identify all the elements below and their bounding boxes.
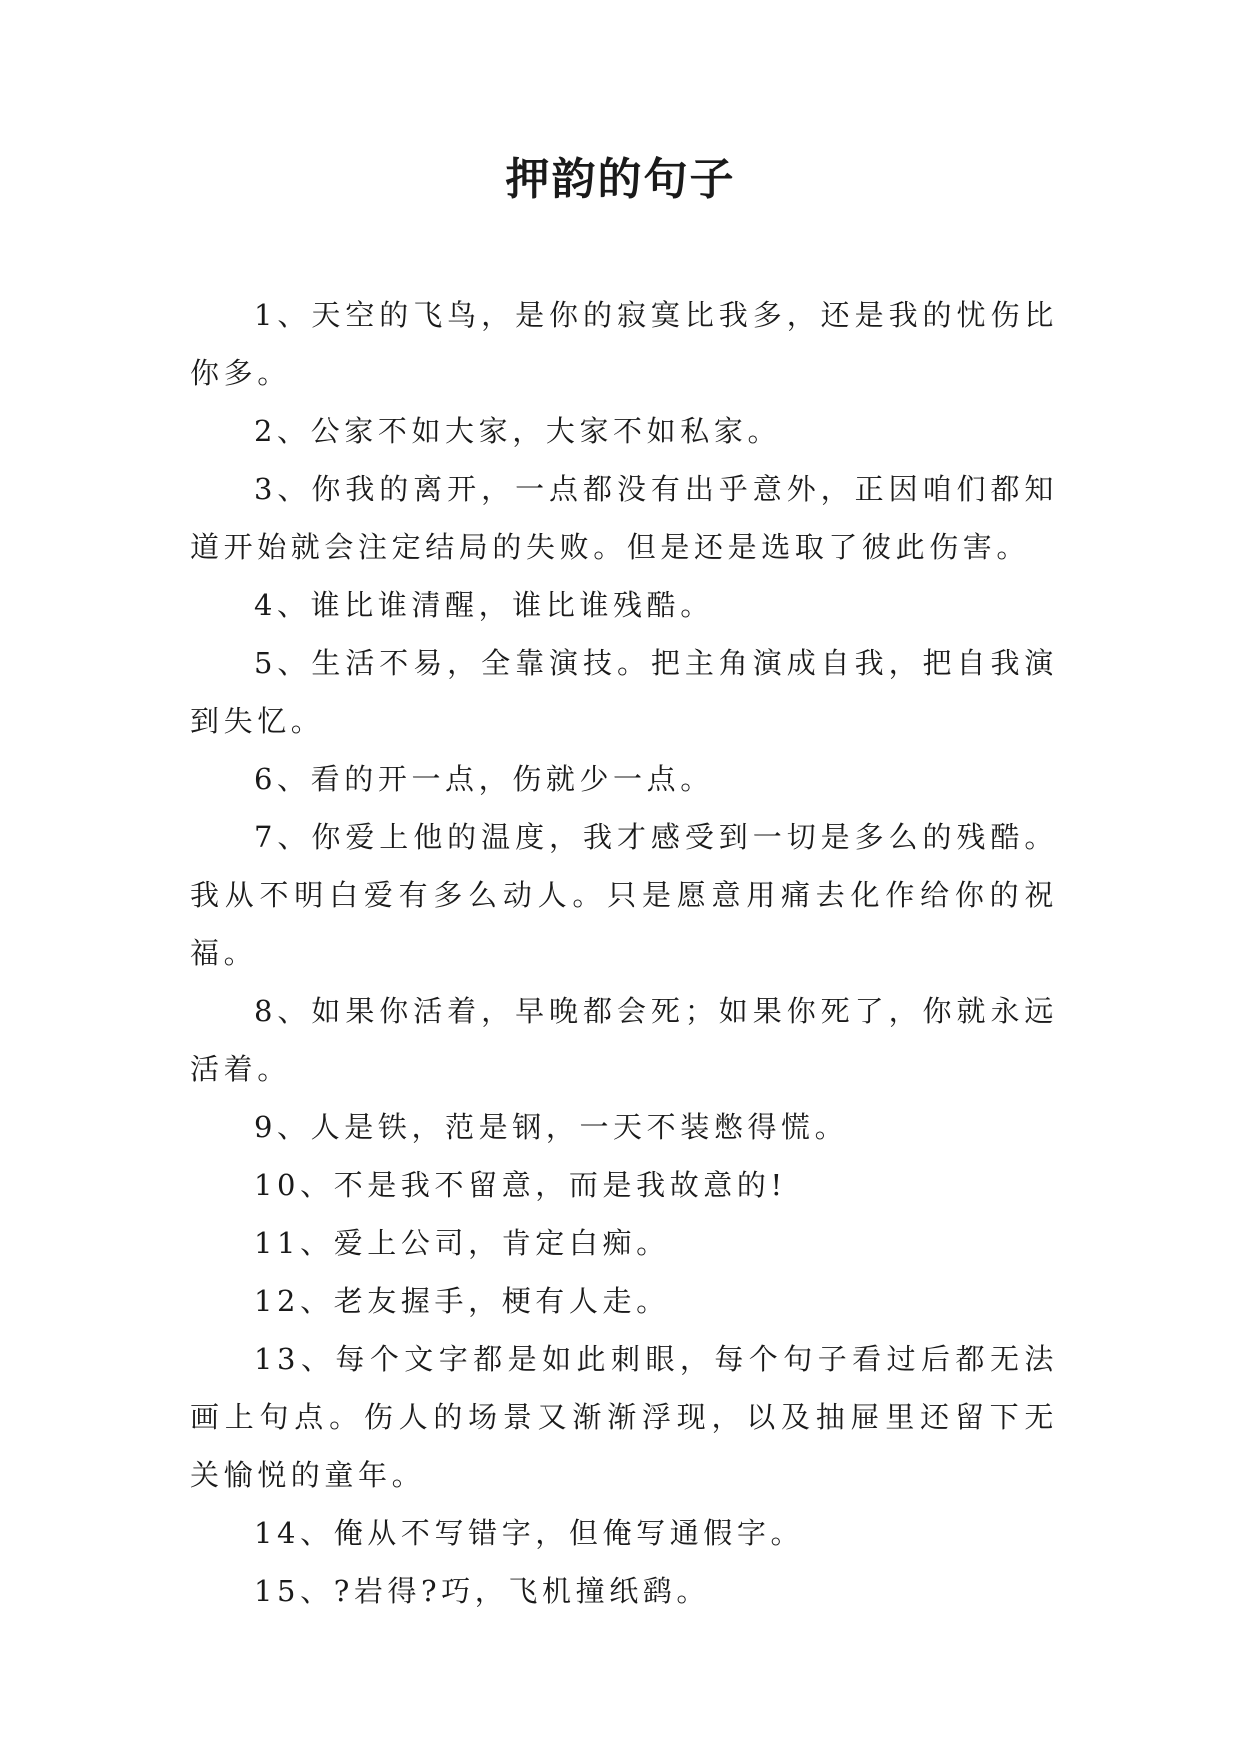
paragraph-10: 10、不是我不留意，而是我故意的! <box>254 1168 787 1202</box>
paragraph-6: 6、看的开一点，伤就少一点。 <box>254 762 714 796</box>
paragraph-11: 11、爱上公司，肯定白痴。 <box>254 1226 670 1260</box>
paragraph-14: 14、俺从不写错字，但俺写通假字。 <box>254 1516 805 1550</box>
paragraph-8: 8、如果你活着，早晚都会死；如果你死了，你就永远活着。 <box>190 994 1058 1086</box>
paragraph-4: 4、谁比谁清醒，谁比谁残酷。 <box>254 588 714 622</box>
paragraph-13: 13、每个文字都是如此刺眼，每个句子看过后都无法画上句点。伤人的场景又渐渐浮现，以及抽屉里还留下无关愉悦的童年。 <box>190 1342 1058 1492</box>
page-title: 押韵的句子 <box>505 154 736 205</box>
paragraph-3: 3、你我的离开，一点都没有出乎意外，正因咱们都知道开始就会注定结局的失败。但是还是选取了彼此伤害。 <box>190 472 1058 564</box>
paragraph-9: 9、人是铁，范是钢，一天不装憋得慌。 <box>254 1110 849 1144</box>
document-body <box>190 286 1058 1620</box>
paragraph-5: 5、生活不易，全靠演技。把主角演成自我，把自我演到失忆。 <box>190 646 1058 738</box>
paragraph-12: 12、老友握手，梗有人走。 <box>254 1284 670 1318</box>
paragraph-2: 2、公家不如大家，大家不如私家。 <box>254 414 782 448</box>
paragraph-15: 15、?岩得?巧，飞机撞纸鹞。 <box>254 1574 710 1608</box>
paragraph-1: 1、天空的飞鸟，是你的寂寞比我多，还是我的忧伤比你多。 <box>190 298 1058 390</box>
paragraph-7: 7、你爱上他的温度，我才感受到一切是多么的残酷。我从不明白爱有多么动人。只是愿意用痛去化作给你的祝福。 <box>190 820 1058 970</box>
